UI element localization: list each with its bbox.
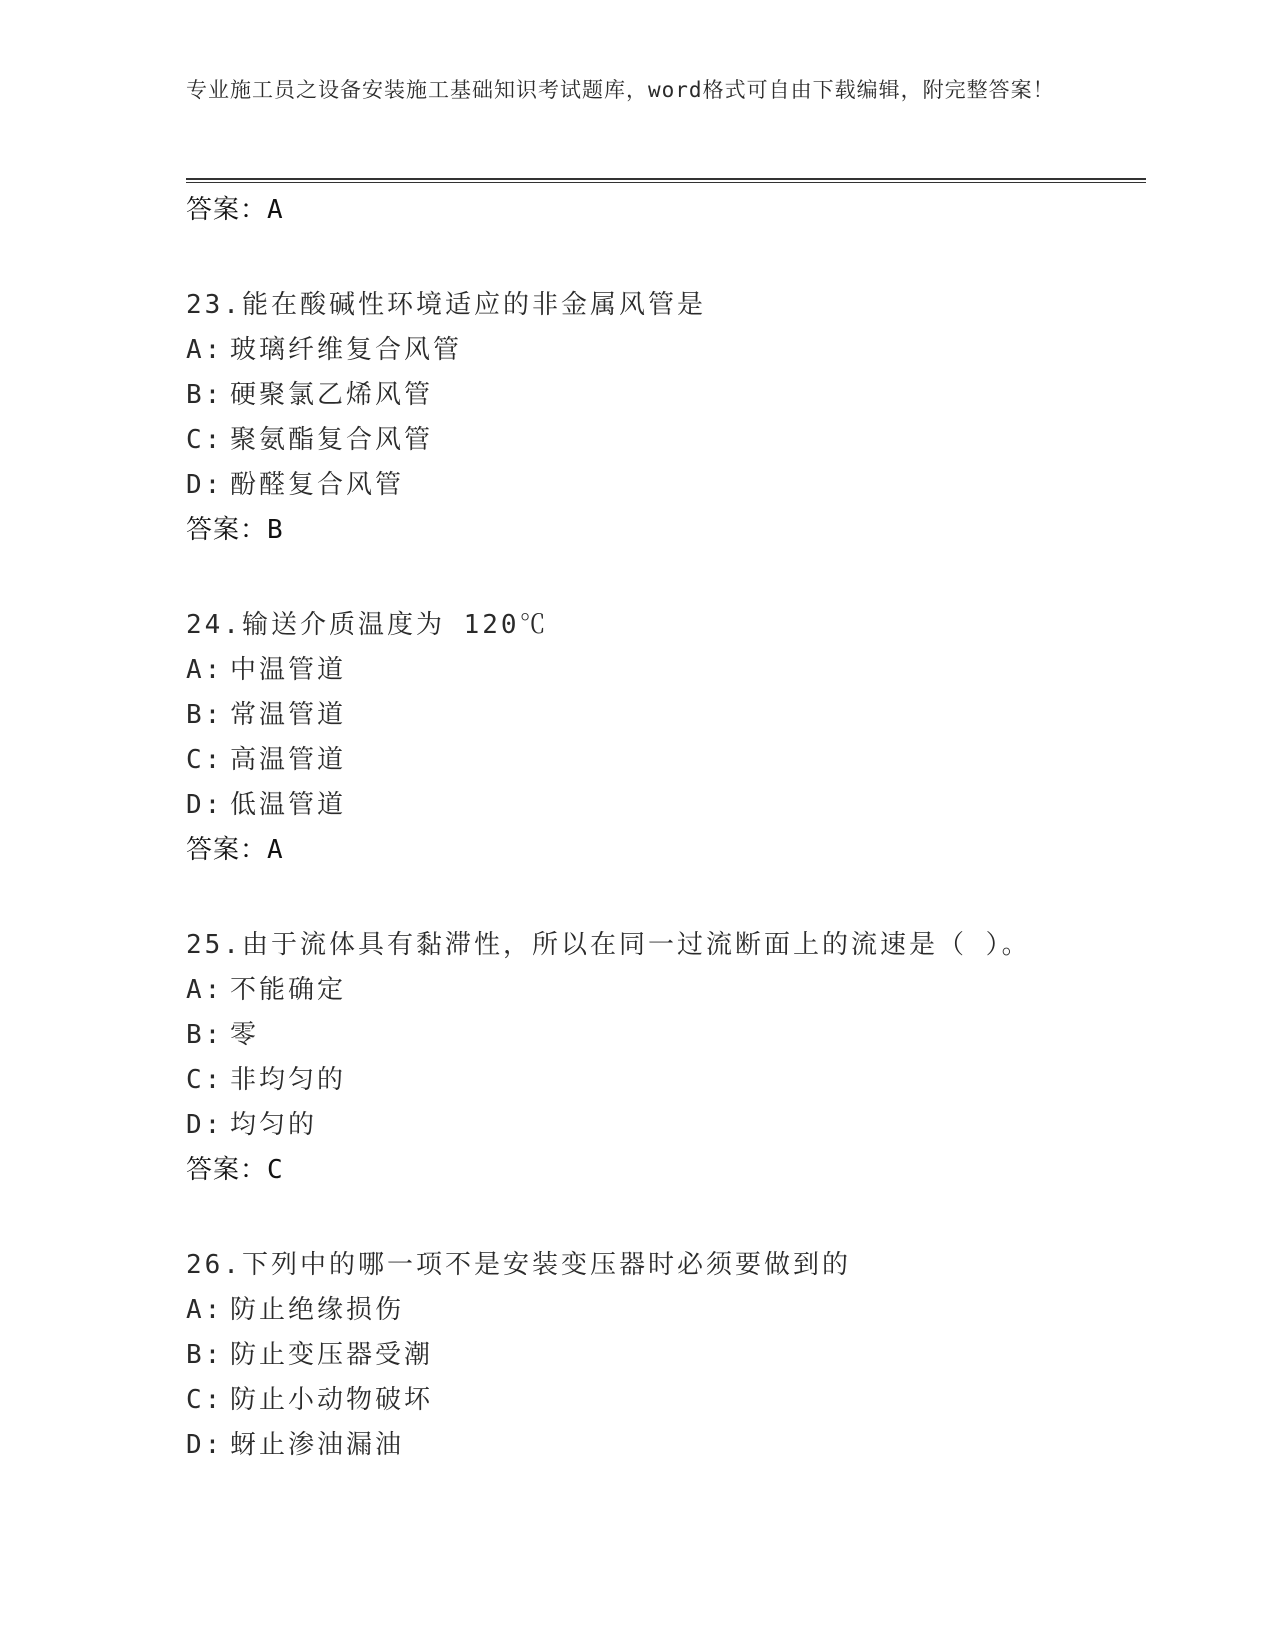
option-key: B: (186, 1020, 224, 1050)
option-key: B: (186, 1340, 224, 1370)
option-a (186, 330, 1146, 375)
option-c (186, 1060, 1146, 1105)
answer-line: 答案：C (186, 1155, 284, 1185)
option-b (186, 1015, 1146, 1060)
option-c (186, 740, 1146, 785)
option-text: 酚醛复合风管 (230, 470, 405, 500)
question-26 (186, 1245, 1146, 1470)
option-text: 低温管道 (230, 790, 347, 820)
option-text: 玻璃纤维复合风管 (230, 335, 463, 365)
option-text: 不能确定 (230, 975, 347, 1005)
option-text: 常温管道 (230, 700, 347, 730)
question-title: 25.由于流体具有黏滞性，所以在同一过流断面上的流速是（ ）。 (186, 930, 1031, 960)
option-text: 高温管道 (230, 745, 347, 775)
header-divider (186, 178, 1146, 183)
option-key: B: (186, 380, 224, 410)
option-d (186, 1425, 1146, 1470)
option-text: 零 (230, 1020, 260, 1050)
option-text: 非均匀的 (230, 1065, 347, 1095)
option-d (186, 785, 1146, 830)
question-25 (186, 925, 1146, 1195)
question-23 (186, 285, 1146, 555)
option-key: D: (186, 790, 224, 820)
spacer (186, 235, 1146, 285)
question-24 (186, 605, 1146, 875)
option-key: C: (186, 425, 224, 455)
option-b (186, 375, 1146, 420)
option-key: A: (186, 975, 224, 1005)
option-text: 中温管道 (230, 655, 347, 685)
spacer (186, 1195, 1146, 1245)
option-text: 防止小动物破坏 (230, 1385, 434, 1415)
question-title: 23.能在酸碱性环境适应的非金属风管是 (186, 290, 706, 320)
page-header: 专业施工员之设备安装施工基础知识考试题库，word格式可自由下载编辑，附完整答案！ (186, 78, 1055, 102)
answer-line: 答案：A (186, 835, 284, 865)
option-text: 硬聚氯乙烯风管 (230, 380, 434, 410)
question-title: 24.输送介质温度为 120℃ (186, 610, 549, 640)
option-b (186, 1335, 1146, 1380)
option-key: B: (186, 700, 224, 730)
option-c (186, 1380, 1146, 1425)
option-key: D: (186, 1430, 224, 1460)
option-key: C: (186, 1065, 224, 1095)
option-a (186, 1290, 1146, 1335)
option-key: D: (186, 470, 224, 500)
option-c (186, 420, 1146, 465)
option-text: 聚氨酯复合风管 (230, 425, 434, 455)
option-key: A: (186, 655, 224, 685)
option-key: A: (186, 335, 224, 365)
option-text: 防止变压器受潮 (230, 1340, 434, 1370)
spacer (186, 555, 1146, 605)
option-text: 均匀的 (230, 1110, 318, 1140)
option-d (186, 1105, 1146, 1150)
spacer (186, 875, 1146, 925)
option-text: 蚜止渗油漏油 (230, 1430, 405, 1460)
option-a (186, 650, 1146, 695)
option-b (186, 695, 1146, 740)
question-list (186, 190, 1146, 1470)
answer-line: 答案：A (186, 195, 284, 225)
option-key: A: (186, 1295, 224, 1325)
option-key: C: (186, 745, 224, 775)
option-text: 防止绝缘损伤 (230, 1295, 405, 1325)
option-a (186, 970, 1146, 1015)
question-title: 26.下列中的哪一项不是安装变压器时必须要做到的 (186, 1250, 851, 1280)
answer-line: 答案：B (186, 515, 284, 545)
option-key: C: (186, 1385, 224, 1415)
option-d (186, 465, 1146, 510)
option-key: D: (186, 1110, 224, 1140)
